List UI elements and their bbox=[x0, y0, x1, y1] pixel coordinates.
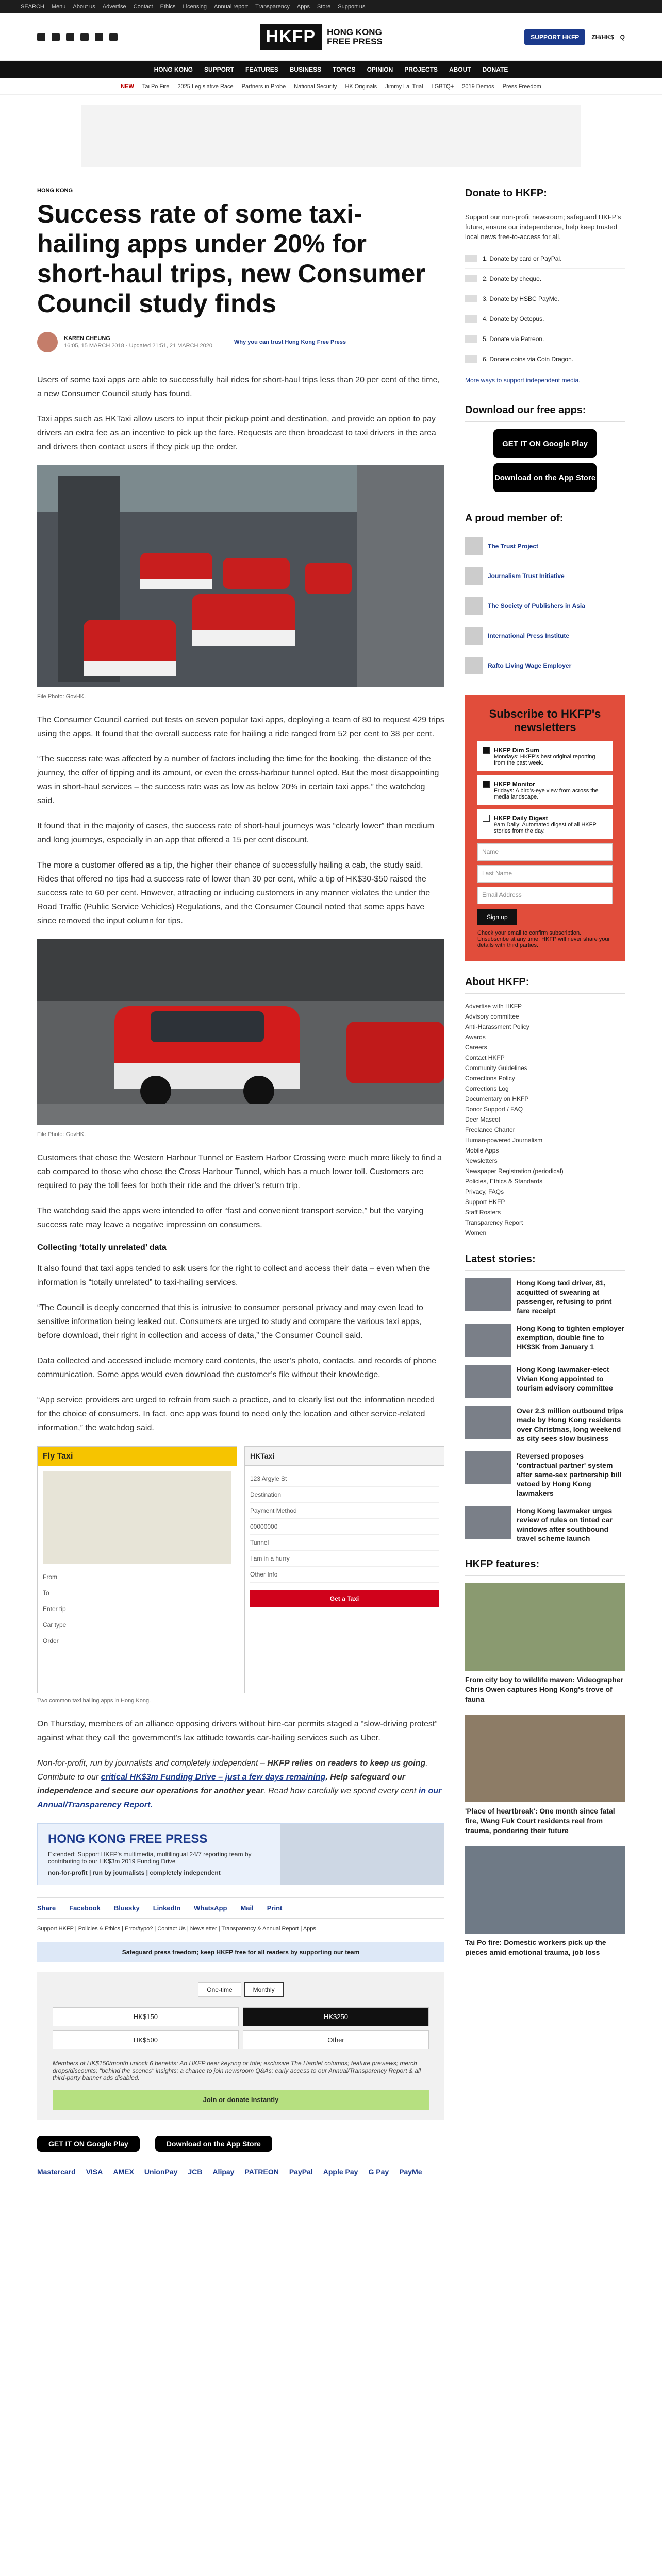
coin-icon bbox=[465, 355, 477, 363]
newsletter-option[interactable]: HKFP Daily Digest 9am Daily: Automated digest of all HKFP stories from the day. bbox=[477, 809, 613, 839]
join-donate-button[interactable]: Join or donate instantly bbox=[53, 2090, 429, 2110]
amount-option[interactable]: HK$150 bbox=[53, 2007, 239, 2026]
story-thumbnail bbox=[465, 1451, 511, 1484]
latest-story[interactable]: Hong Kong lawmaker-elect Vivian Kong appointed to tourism advisory committee bbox=[465, 1365, 625, 1398]
author-name[interactable]: KAREN CHEUNG bbox=[64, 335, 110, 342]
latest-story[interactable]: Hong Kong taxi driver, 81, acquitted of swearing at passenger, refusing to print fare receipt bbox=[465, 1278, 625, 1315]
photo-caption: File Photo: GovHK. bbox=[37, 1131, 86, 1138]
red-taxi-photo bbox=[37, 939, 444, 1127]
newsletter-signup bbox=[465, 695, 625, 961]
cheque-icon bbox=[465, 275, 477, 282]
paragraph: It found that in the majority of cases, the success rate of short-haul journeys was “clearly lower” than medium and long journeys, especially in an app that offered a 15 per cent discount. bbox=[37, 822, 435, 844]
sidebar bbox=[465, 188, 625, 2176]
logo-line2: FREE PRESS bbox=[327, 36, 383, 46]
banner-title: HONG KONG FREE PRESS bbox=[48, 1832, 208, 1846]
about-link[interactable]: Anti-Harassment Policy bbox=[465, 1023, 529, 1030]
flytaxi-title: Fly Taxi bbox=[38, 1447, 237, 1466]
nav-business[interactable]: BUSINESS bbox=[289, 66, 322, 73]
app-row: Other Info bbox=[250, 1567, 439, 1583]
main-nav bbox=[0, 61, 662, 78]
latest-title: Latest stories: bbox=[465, 1253, 625, 1271]
article-main bbox=[37, 188, 444, 2176]
about-link[interactable]: Mobile Apps bbox=[465, 1147, 499, 1154]
donate-text: Support our non-profit newsroom; safeguard HKFP's future, ensure our independence, help keep trusted local news free-to-access for all. bbox=[465, 213, 621, 241]
app-row: Tunnel bbox=[250, 1535, 439, 1551]
article-title: Success rate of some taxi-hailing apps under 20% for short-haul trips, new Consumer Council study finds bbox=[37, 199, 425, 318]
banner-foot: non-for-profit | run by journalists | completely independent bbox=[48, 1869, 221, 1876]
features-title: HKFP features: bbox=[465, 1558, 625, 1576]
about-link[interactable]: Careers bbox=[465, 1044, 487, 1051]
app-row: 123 Argyle St bbox=[250, 1471, 439, 1487]
article-footer-links[interactable]: Support HKFP | Policies & Ethics | Error/typo? | Contact Us | Newsletter | Transparency & Annual Report | Apps bbox=[37, 1926, 316, 1932]
topbar-advertise[interactable]: Advertise bbox=[102, 4, 126, 10]
tag-link[interactable]: 2019 Demos bbox=[462, 83, 494, 90]
about-link[interactable]: Community Guidelines bbox=[465, 1064, 527, 1072]
tag-link[interactable]: Press Freedom bbox=[502, 83, 541, 90]
living-wage-icon bbox=[465, 657, 483, 674]
search-icon[interactable]: Q bbox=[620, 33, 625, 41]
topbar-about[interactable]: About us bbox=[73, 4, 95, 10]
about-link[interactable]: Deer Mascot bbox=[465, 1116, 501, 1123]
share-facebook[interactable]: Facebook bbox=[69, 1904, 101, 1912]
hktaxi-title: HKTaxi bbox=[245, 1447, 444, 1466]
topbar-contact[interactable]: Contact bbox=[133, 4, 153, 10]
nav-features[interactable]: FEATURES bbox=[245, 66, 278, 73]
topbar-apps[interactable]: Apps bbox=[296, 4, 310, 10]
share-bar bbox=[37, 1897, 444, 1919]
topbar-menu[interactable]: Menu bbox=[51, 4, 66, 10]
tag-link[interactable]: HK Originals bbox=[345, 83, 377, 90]
tag-link[interactable]: National Security bbox=[294, 83, 337, 90]
share-linkedin[interactable]: LinkedIn bbox=[153, 1904, 181, 1912]
donate-widget bbox=[37, 1972, 444, 2120]
member-org[interactable]: The Trust Project bbox=[465, 537, 625, 555]
patreon-icon: PATREON bbox=[244, 2167, 279, 2176]
paragraph: “The success rate was affected by a number of factors including the time for the booking, the distance of the journey, the offer of tipping and its amount, or even the cross-harbour tunnel opted. But the most disappointing was in short-haul services – the success rate was as low as below 20% in certain taxi apps,” the watchdog said. bbox=[37, 755, 439, 805]
feature-image bbox=[465, 1715, 625, 1802]
article-kicker[interactable]: HONG KONG bbox=[37, 188, 73, 194]
map-area bbox=[43, 1471, 231, 1564]
more-ways-link[interactable]: More ways to support independent media. bbox=[465, 377, 581, 384]
jti-icon bbox=[465, 567, 483, 585]
paragraph: Data collected and accessed include memory card contents, the user’s photo, contacts, and records of phone communication. Some apps would even download the customer’s file without their knowledge. bbox=[37, 1357, 437, 1379]
tag-link[interactable]: Jimmy Lai Trial bbox=[385, 83, 423, 90]
share-print[interactable]: Print bbox=[267, 1904, 283, 1912]
nav-opinion[interactable]: OPINION bbox=[367, 66, 393, 73]
share-bluesky[interactable]: Bluesky bbox=[113, 1904, 140, 1912]
banner-photo bbox=[280, 1824, 444, 1885]
feature-story[interactable]: Tai Po fire: Domestic workers pick up the pieces amid emotional trauma, job loss bbox=[465, 1846, 625, 1957]
paragraph: Customers that chose the Western Harbour Tunnel or Eastern Harbor Crossing were much more likely to find a cab compared to those who chose the Cross Harbour Tunnel, which has a much lower toll. Customers are required to pay the toll fees for both their ride and the driver’s return trip. bbox=[37, 1154, 442, 1190]
feature-story[interactable]: 'Place of heartbreak': One month since fatal fire, Wang Fuk Court residents reel from trauma, pondering their future bbox=[465, 1715, 625, 1836]
paragraph: It also found that taxi apps tended to ask users for the right to collect and access their data – even when the information is “totally unrelated” to taxi-hailing services. bbox=[37, 1264, 431, 1287]
about-link[interactable]: Women bbox=[465, 1229, 487, 1236]
subheading: Collecting ‘totally unrelated’ data bbox=[37, 1243, 167, 1252]
amount-option[interactable]: Other bbox=[243, 2030, 429, 2049]
donate-title: Donate to HKFP: bbox=[465, 188, 625, 205]
latest-story[interactable]: Hong Kong to tighten employer exemption, double fine to HK$3K from January 1 bbox=[465, 1324, 625, 1357]
monthly-toggle[interactable]: Monthly bbox=[244, 1982, 284, 1997]
name-input[interactable]: Name bbox=[477, 843, 613, 861]
x-icon[interactable] bbox=[52, 33, 60, 41]
app-row: To bbox=[43, 1585, 231, 1601]
share-label: Share bbox=[37, 1904, 56, 1912]
unionpay-icon: UnionPay bbox=[144, 2167, 178, 2176]
facebook-icon[interactable] bbox=[37, 33, 45, 41]
about-link[interactable]: Corrections Policy bbox=[465, 1075, 515, 1082]
latest-story[interactable]: Over 2.3 million outbound trips made by Hong Kong residents over Christmas, long weekend as city sees slow business bbox=[465, 1406, 625, 1443]
patreon-icon bbox=[465, 335, 477, 343]
story-thumbnail bbox=[465, 1365, 511, 1398]
paragraph: The more a customer offered as a tip, the higher their chance of successfully hailing a cab, the study said. Rides that offered no tips had a success rate of lower than 30 per cent, while a tip of HK$30-$50 raised the success rate to 60 per cent. However, attracting or inducing customers in any manner violates the under the Road Traffic (Public Service Vehicles) Regulations, and the Consumer Council noted that some apps have since removed the input column for tips. bbox=[37, 861, 431, 925]
email-input[interactable]: Email Address bbox=[477, 887, 613, 904]
story-thumbnail bbox=[465, 1324, 511, 1357]
about-link[interactable]: Privacy, FAQs bbox=[465, 1188, 504, 1195]
feature-image bbox=[465, 1583, 625, 1671]
member-org[interactable]: Journalism Trust Initiative bbox=[465, 567, 625, 585]
app-row: 00000000 bbox=[250, 1519, 439, 1535]
payme-icon bbox=[465, 295, 477, 302]
about-link[interactable]: Transparency Report bbox=[465, 1219, 523, 1226]
newsletter-option[interactable]: HKFP Dim Sum Mondays: HKFP's best original reporting from the past week. bbox=[477, 741, 613, 771]
donate-method[interactable]: 5. Donate via Patreon. bbox=[465, 329, 625, 349]
app-store-button[interactable]: Download on the App Store bbox=[493, 463, 597, 492]
last-name-input[interactable]: Last Name bbox=[477, 865, 613, 883]
share-mail[interactable]: Mail bbox=[240, 1904, 254, 1912]
funding-banner[interactable] bbox=[37, 1823, 444, 1885]
app-row: Car type bbox=[43, 1617, 231, 1633]
google-play-button[interactable]: GET IT ON Google Play bbox=[493, 429, 597, 458]
publish-date: 16:05, 15 MARCH 2018 · Updated 21:51, 21 MARCH 2020 bbox=[64, 343, 212, 349]
topbar-search[interactable]: SEARCH bbox=[21, 4, 44, 10]
feature-image bbox=[465, 1846, 625, 1934]
mastercard-icon: Mastercard bbox=[37, 2167, 76, 2176]
amex-icon: AMEX bbox=[113, 2167, 134, 2176]
signup-button[interactable]: Sign up bbox=[477, 909, 517, 925]
about-link[interactable]: Corrections Log bbox=[465, 1085, 509, 1092]
support-hkfp-button[interactable]: SUPPORT HKFP bbox=[524, 29, 585, 45]
latest-story[interactable]: Hong Kong lawmaker urges review of rules on tinted car windows after southbound travel scheme launch bbox=[465, 1506, 625, 1543]
about-title: About HKFP: bbox=[465, 976, 625, 994]
transparency-report-link[interactable]: in our Annual/Transparency Report. bbox=[37, 1787, 442, 1809]
masthead bbox=[0, 13, 662, 61]
footer-app-links bbox=[37, 2136, 444, 2152]
app-store-button[interactable]: Download on the App Store bbox=[155, 2136, 272, 2152]
taxi-rank-photo bbox=[37, 465, 444, 689]
app-row: Destination bbox=[250, 1487, 439, 1503]
topbar-ethics[interactable]: Ethics bbox=[160, 4, 176, 10]
about-link[interactable]: Donor Support / FAQ bbox=[465, 1106, 523, 1113]
newsletter-option[interactable]: HKFP Monitor Fridays: A bird's-eye view from across the media landscape. bbox=[477, 775, 613, 805]
about-link[interactable]: Contact HKFP bbox=[465, 1054, 505, 1061]
about-link[interactable]: Awards bbox=[465, 1033, 486, 1041]
google-pay-icon: G Pay bbox=[368, 2167, 389, 2176]
tag-link[interactable]: Tai Po Fire bbox=[142, 83, 170, 90]
taxi-app-screenshots bbox=[37, 1446, 444, 1693]
donate-method[interactable]: 2. Donate by cheque. bbox=[465, 269, 625, 289]
new-badge: NEW bbox=[121, 83, 134, 90]
photo-caption: Two common taxi hailing apps in Hong Kong. bbox=[37, 1698, 151, 1704]
card-icon bbox=[465, 255, 477, 262]
linkedin-icon[interactable] bbox=[95, 33, 103, 41]
google-play-button[interactable]: GET IT ON Google Play bbox=[37, 2136, 140, 2152]
about-link[interactable]: Documentary on HKFP bbox=[465, 1095, 529, 1103]
amount-option[interactable]: HK$250 bbox=[243, 2007, 429, 2026]
paragraph: Taxi apps such as HKTaxi allow users to input their pickup point and destination, and provide an option to pay drivers an extra fee as an incentive to pick up the fare. Requests are then broadcast to taxi drivers in the area and drivers then contact users if they pick up the order. bbox=[37, 415, 436, 451]
ad-placeholder bbox=[81, 105, 581, 167]
donate-method[interactable]: 6. Donate coins via Coin Dragon. bbox=[465, 349, 625, 369]
topbar-licensing[interactable]: Licensing bbox=[183, 4, 207, 10]
flytaxi-app bbox=[37, 1446, 237, 1693]
payme-icon: PayMe bbox=[399, 2167, 422, 2176]
photo-caption: File Photo: GovHK. bbox=[37, 693, 86, 700]
about-link[interactable]: Support HKFP bbox=[465, 1198, 505, 1206]
logo-mark: HKFP bbox=[260, 24, 322, 50]
nav-donate[interactable]: DONATE bbox=[482, 66, 508, 73]
story-thumbnail bbox=[465, 1406, 511, 1439]
donate-method[interactable]: 1. Donate by card or PayPal. bbox=[465, 249, 625, 269]
paragraph: “App service providers are urged to refrain from such a practice, and to clearly list out the information needed for the choice of consumers. In fact, one app was found to need only the location and other service-related information,” the watchdog said. bbox=[37, 1396, 435, 1432]
tag-link[interactable]: LGBTQ+ bbox=[431, 83, 454, 90]
paragraph: The Consumer Council carried out tests on seven popular taxi apps, deploying a team of 80 to request 429 trips using the apps. It found that the overall success rate for hailing a ride ranged from 52 per cent to 38 per cent. bbox=[37, 716, 444, 738]
youtube-icon[interactable] bbox=[80, 33, 89, 41]
topbar-support[interactable]: Support us bbox=[338, 4, 366, 10]
one-time-toggle[interactable]: One-time bbox=[198, 1982, 241, 1997]
about-link[interactable]: Newsletters bbox=[465, 1157, 498, 1164]
about-links bbox=[465, 1001, 625, 1238]
app-row: Payment Method bbox=[250, 1503, 439, 1519]
jcb-icon: JCB bbox=[188, 2167, 203, 2176]
nav-about[interactable]: ABOUT bbox=[449, 66, 471, 73]
about-link[interactable]: Freelance Charter bbox=[465, 1126, 515, 1133]
trust-project-icon bbox=[465, 537, 483, 555]
member-org[interactable]: The Society of Publishers in Asia bbox=[465, 597, 625, 615]
trending-tags bbox=[0, 78, 662, 95]
about-link[interactable]: Staff Rosters bbox=[465, 1209, 501, 1216]
donate-method[interactable]: 4. Donate by Octopus. bbox=[465, 309, 625, 329]
newsletter-note: Check your email to confirm subscription. Unsubscribe at any time. HKFP will never share your details with third parties. bbox=[477, 930, 610, 948]
about-link[interactable]: Policies, Ethics & Standards bbox=[465, 1178, 543, 1185]
instagram-icon[interactable] bbox=[66, 33, 74, 41]
member-org[interactable]: Rafto Living Wage Employer bbox=[465, 657, 625, 674]
byline bbox=[37, 332, 444, 352]
paragraph: On Thursday, members of an alliance opposing drivers without hire-car permits staged a “slow-driving protest” against what they call the government’s lax attitude towards car-hailing services such as Uber. bbox=[37, 1720, 438, 1742]
about-link[interactable]: Advertise with HKFP bbox=[465, 1003, 522, 1010]
topbar-transparency[interactable]: Transparency bbox=[255, 4, 290, 10]
member-title: A proud member of: bbox=[465, 513, 625, 530]
trust-link[interactable]: Why you can trust Hong Kong Free Press bbox=[234, 339, 346, 345]
top-utility-bar bbox=[0, 0, 662, 13]
ipi-icon bbox=[465, 627, 483, 645]
app-row: From bbox=[43, 1569, 231, 1585]
donate-method[interactable]: 3. Donate by HSBC PayMe. bbox=[465, 289, 625, 309]
language-switch[interactable]: ZH/HK$ bbox=[591, 33, 614, 41]
feature-story[interactable]: From city boy to wildlife maven: Videographer Chris Owen captures Hong Kong's trove of fauna bbox=[465, 1583, 625, 1704]
app-row: I am in a hurry bbox=[250, 1551, 439, 1567]
author-avatar bbox=[37, 332, 58, 352]
share-whatsapp[interactable]: WhatsApp bbox=[194, 1904, 227, 1912]
paragraph: “The Council is deeply concerned that this is intrusive to consumer personal privacy and may even lead to sensitive information being leaked out. Consumers are urged to study and compare the various taxi apps, before download, their right in collection and access of data,” the Consumer Council said. bbox=[37, 1303, 423, 1340]
logo-line1: HONG KONG bbox=[327, 27, 382, 37]
member-org[interactable]: International Press Institute bbox=[465, 627, 625, 645]
newsletter-title: Subscribe to HKFP's newsletters bbox=[489, 707, 601, 734]
nav-projects[interactable]: PROJECTS bbox=[404, 66, 438, 73]
story-thumbnail bbox=[465, 1278, 511, 1311]
octopus-icon bbox=[465, 315, 477, 323]
nav-hong-kong[interactable]: HONG KONG bbox=[154, 66, 193, 73]
latest-story[interactable]: Reversed proposes 'contractual partner' system after same-sex partnership bill vetoed by Hong Kong lawmakers bbox=[465, 1451, 625, 1498]
tag-link[interactable]: 2025 Legislative Race bbox=[177, 83, 234, 90]
donate-methods bbox=[465, 249, 625, 369]
app-row: Enter tip bbox=[43, 1601, 231, 1617]
sopa-icon bbox=[465, 597, 483, 615]
tag-link[interactable]: Partners in Probe bbox=[241, 83, 286, 90]
app-row: Order bbox=[43, 1633, 231, 1649]
threads-icon[interactable] bbox=[109, 33, 118, 41]
visa-icon: VISA bbox=[86, 2167, 103, 2176]
social-links bbox=[37, 33, 118, 41]
payment-methods bbox=[37, 2167, 444, 2176]
nav-topics[interactable]: TOPICS bbox=[333, 66, 356, 73]
paypal-icon: PayPal bbox=[289, 2167, 313, 2176]
about-link[interactable]: Human-powered Journalism bbox=[465, 1137, 543, 1144]
hktaxi-app bbox=[244, 1446, 444, 1693]
funding-drive-link[interactable]: critical HK$3m Funding Drive – just a few days remaining bbox=[101, 1773, 326, 1782]
about-link[interactable]: Newspaper Registration (periodical) bbox=[465, 1167, 564, 1175]
members-note: Members of HK$150/month unlock 6 benefits: An HKFP deer keyring or tote; exclusive The Hamlet columns; feature previews; merch drops/discounts; "behind the scenes" insights; a chance to join newsroom Q&As; early access to our Annual/Transparency Report & all third-party banner ads disabled. bbox=[53, 2060, 421, 2081]
support-note: Non-for-profit, run by journalists and completely independent – HKFP relies on readers to keep us going. Contribute to our critical HK$3m Funding Drive – just a few days remaining. Help safeguard our independence and secure our operations for another year. Read how carefully we spend every cent in our Annual/Transparency Report. bbox=[37, 1759, 442, 1809]
apple-pay-icon: Apple Pay bbox=[323, 2167, 358, 2176]
banner-text: Extended: Support HKFP's multimedia, multilingual 24/7 reporting team by contributing to our HK$3m 2019 Funding Drive bbox=[48, 1851, 252, 1865]
paragraph: Users of some taxi apps are able to successfully hail rides for short-haul trips less than 20 per cent of the time, a new Consumer Council study has found. bbox=[37, 376, 440, 398]
amount-option[interactable]: HK$500 bbox=[53, 2030, 239, 2049]
topbar-store[interactable]: Store bbox=[317, 4, 331, 10]
apps-title: Download our free apps: bbox=[465, 404, 625, 422]
site-logo[interactable] bbox=[260, 24, 383, 50]
about-link[interactable]: Advisory committee bbox=[465, 1013, 519, 1020]
get-taxi-button: Get a Taxi bbox=[250, 1590, 439, 1607]
paragraph: The watchdog said the apps were intended to offer “fast and convenient transport service,” but the varying success rate may leave a negative impression on consumers. bbox=[37, 1207, 424, 1229]
nav-support[interactable]: SUPPORT bbox=[204, 66, 234, 73]
alipay-icon: Alipay bbox=[212, 2167, 235, 2176]
topbar-annual-report[interactable]: Annual report bbox=[214, 4, 249, 10]
story-thumbnail bbox=[465, 1506, 511, 1539]
safeguard-bar[interactable]: Safeguard press freedom; keep HKFP free for all readers by supporting our team bbox=[37, 1942, 444, 1962]
